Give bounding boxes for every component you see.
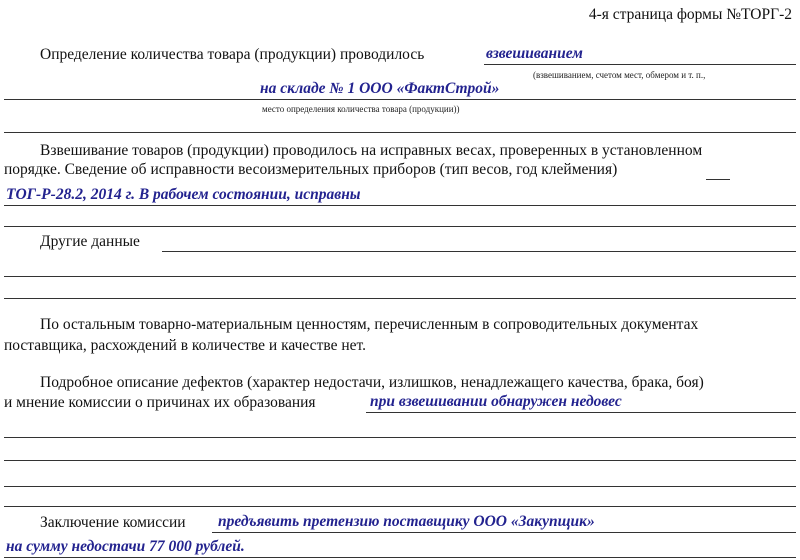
other-data-line[interactable] [162, 251, 796, 252]
blank-line [4, 506, 796, 507]
quantity-location-hint: место определения количества товара (продукции)) [262, 104, 460, 114]
blank-line [4, 486, 796, 487]
quantity-location-value[interactable]: на складе № 1 ООО «ФактСтрой» [260, 80, 500, 97]
weighing-value[interactable]: ТОГ-Р-28.2, 2014 г. В рабочем состоянии, исправны [6, 186, 361, 203]
blank-line [4, 132, 796, 133]
blank-line [4, 437, 796, 438]
blank-line [4, 298, 796, 299]
conclusion-value-line2[interactable]: на сумму недостачи 77 000 рублей. [6, 538, 245, 555]
blank-line [4, 276, 796, 277]
quantity-location-line [4, 99, 796, 100]
defects-value[interactable]: при взвешивании обнаружен недовес [370, 393, 622, 410]
conclusion-value-line1[interactable]: предъявить претензию поставщику ООО «Закупщик» [218, 513, 595, 530]
weighing-value-line [4, 205, 796, 206]
remaining-text-line2: поставщика, расхождений в количестве и качестве нет. [4, 337, 366, 354]
quantity-method-value[interactable]: взвешиванием [486, 45, 583, 62]
weighing-tail-line [706, 179, 730, 180]
weighing-text-line2: порядке. Сведение об исправности весоизмерительных приборов (тип весов, год клеймения) [4, 161, 618, 178]
conclusion-label: Заключение комиссии [40, 514, 186, 531]
weighing-text-line1: Взвешивание товаров (продукции) проводилось на исправных весах, проверенных в установленном [40, 142, 703, 159]
blank-line [4, 460, 796, 461]
conclusion-line1 [212, 532, 796, 533]
defects-text-line2: и мнение комиссии о причинах их образования [4, 394, 316, 411]
page-title: 4-я страница формы №ТОРГ-2 [588, 6, 792, 23]
defects-value-line [366, 412, 796, 413]
conclusion-line2 [4, 557, 796, 558]
remaining-text-line1: По остальным товарно-материальным ценностям, перечисленным в сопроводительных документах [40, 316, 699, 333]
quantity-method-line [484, 64, 796, 65]
quantity-label: Определение количества товара (продукции) проводилось [40, 46, 425, 63]
quantity-method-hint: (взвешиванием, счетом мест, обмером и т. п., [533, 70, 706, 80]
defects-text-line1: Подробное описание дефектов (характер недостачи, излишков, ненадлежащего качества, брака, боя) [40, 374, 704, 391]
blank-line [4, 226, 796, 227]
other-data-label: Другие данные [40, 233, 140, 250]
